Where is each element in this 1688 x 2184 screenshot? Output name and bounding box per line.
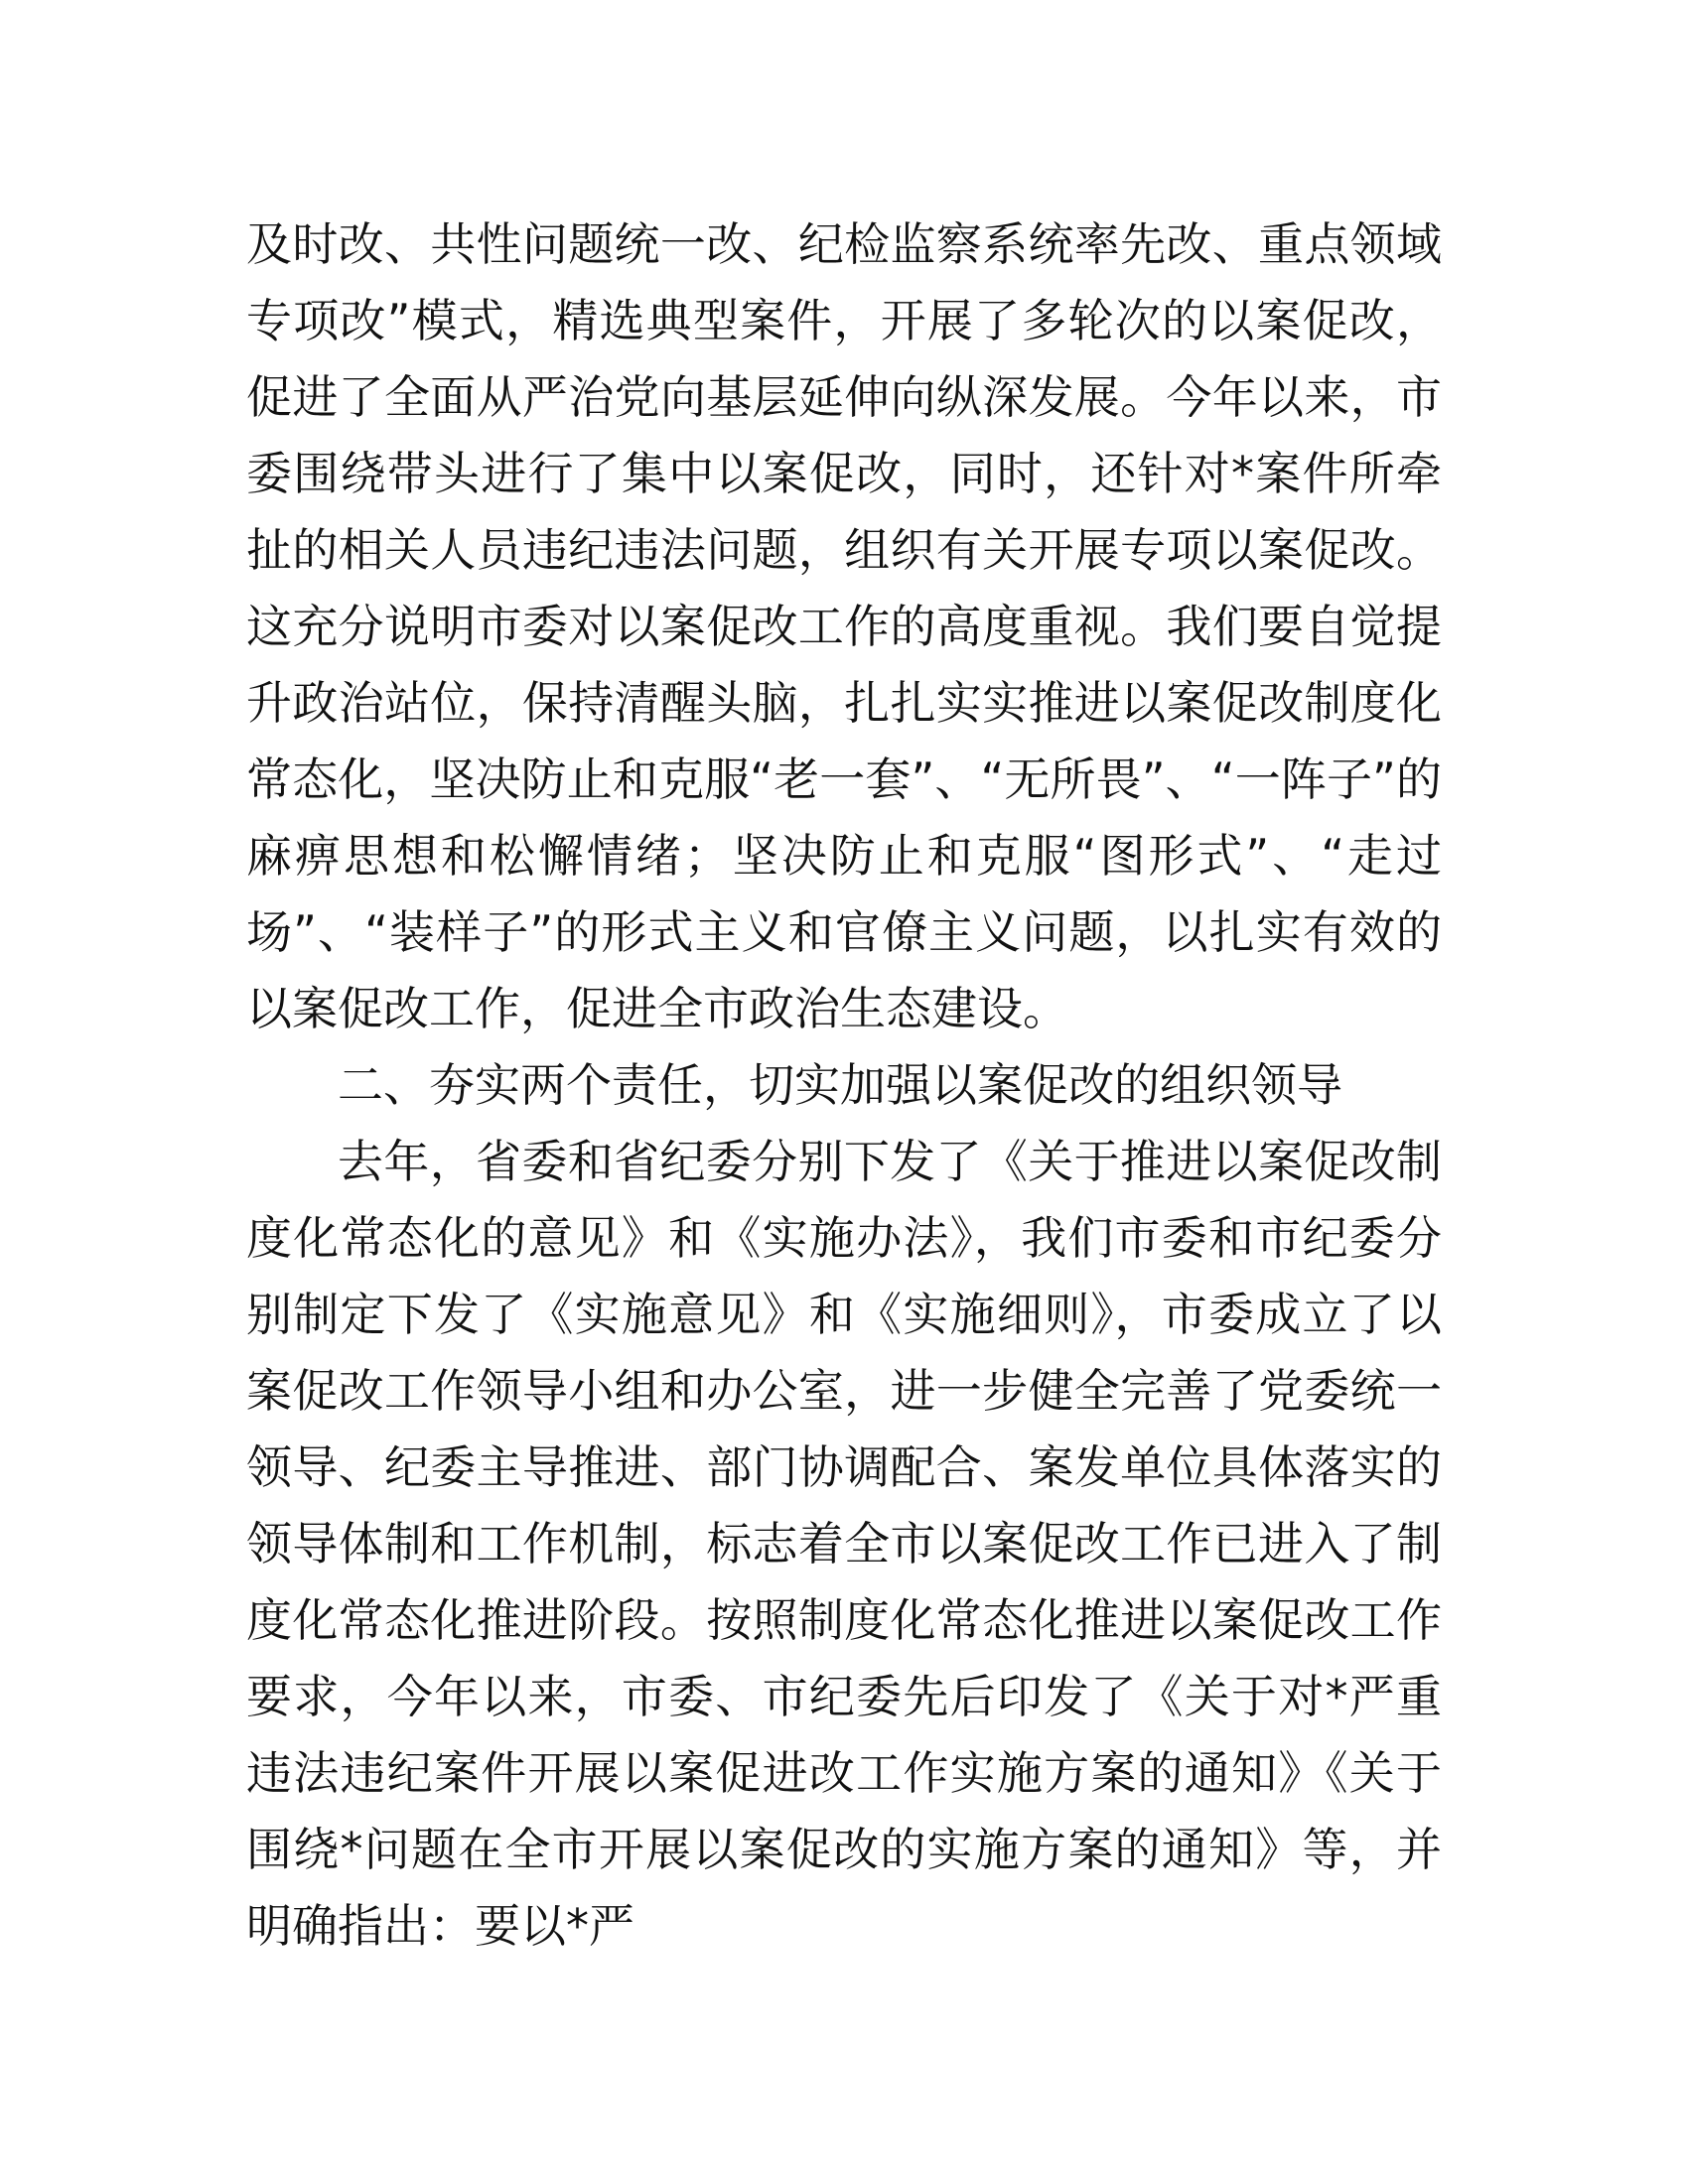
section-heading: 二、夯实两个责任，切实加强以案促改的组织领导 (338, 1058, 1342, 1112)
body-paragraph-continuation: 及时改、共性问题统一改、纪检监察系统率先改、重点领域专项改”模式，精选典型案件，开展了多轮次的以案促改，促进了全面从严治党向基层延伸向纵深发展。今年以来，市委围绕带头进行了集中以案促改，同时，还针对*案件所牵扯的相关人员违纪违法问题，组织有关开展专项以案促改。这充分说明市委对以案促改工作的高度重视。我们要自觉提升政治站位，保持清醒头脑，扎扎实实推进以案促改制度化常态化，坚决防止和克服“老一套”、“无所畏”、“一阵子”的麻痹思想和松懈情绪；坚决防止和克服“图形式”、“走过场”、“装样子”的形式主义和官僚主义问题，以扎实有效的以案促改工作，促进全市政治生态建设。 (246, 217, 1442, 1035)
document-body (246, 206, 1442, 1965)
body-paragraph: 去年，省委和省纪委分别下发了《关于推进以案促改制度化常态化的意见》和《实施办法》，我们市委和市纪委分别制定下发了《实施意见》和《实施细则》，市委成立了以案促改工作领导小组和办公室，进一步健全完善了党委统一领导、纪委主导推进、部门协调配合、案发单位具体落实的领导体制和工作机制，标志着全市以案促改工作已进入了制度化常态化推进阶段。按照制度化常态化推进以案促改工作要求，今年以来，市委、市纪委先后印发了《关于对*严重违法违纪案件开展以案促进改工作实施方案的通知》《关于围绕*问题在全市开展以案促改的实施方案的通知》等，并明确指出：要以*严 (246, 1135, 1442, 1953)
